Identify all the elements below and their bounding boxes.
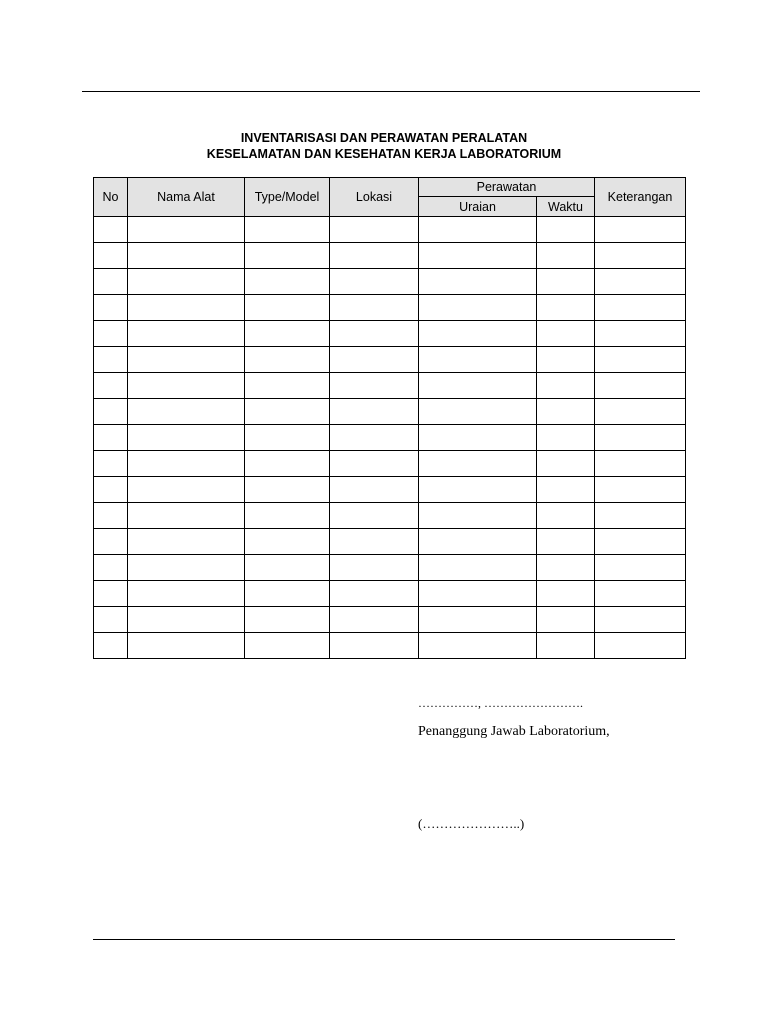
table-cell xyxy=(419,217,537,243)
signature-name: (…………………..) xyxy=(418,816,525,831)
table-cell xyxy=(419,243,537,269)
table-cell xyxy=(94,347,128,373)
table-cell xyxy=(245,295,330,321)
table-cell xyxy=(330,425,419,451)
table-cell xyxy=(419,529,537,555)
table-cell xyxy=(595,633,686,659)
table-row xyxy=(94,581,686,607)
table-cell xyxy=(94,295,128,321)
table-cell xyxy=(537,633,595,659)
table-cell xyxy=(537,581,595,607)
table-row xyxy=(94,451,686,477)
table-cell xyxy=(537,503,595,529)
table-cell xyxy=(245,425,330,451)
table-cell xyxy=(330,321,419,347)
table-cell xyxy=(537,425,595,451)
table-cell xyxy=(245,373,330,399)
table-cell xyxy=(330,217,419,243)
table-cell xyxy=(595,477,686,503)
table-cell xyxy=(330,295,419,321)
table-cell xyxy=(94,633,128,659)
table-row xyxy=(94,295,686,321)
header-rule xyxy=(82,91,700,92)
header-nama-alat: Nama Alat xyxy=(128,178,245,217)
table-cell xyxy=(537,217,595,243)
header-no: No xyxy=(94,178,128,217)
table-cell xyxy=(245,347,330,373)
table-cell xyxy=(245,607,330,633)
table-cell xyxy=(595,425,686,451)
table-row xyxy=(94,633,686,659)
header-waktu: Waktu xyxy=(537,197,595,217)
table-cell xyxy=(245,555,330,581)
table-cell xyxy=(245,269,330,295)
table-row xyxy=(94,373,686,399)
table-body xyxy=(94,217,686,659)
table-cell xyxy=(595,581,686,607)
table-cell xyxy=(128,399,245,425)
table-cell xyxy=(537,477,595,503)
table-cell xyxy=(330,347,419,373)
table-cell xyxy=(245,581,330,607)
table-cell xyxy=(419,607,537,633)
table-cell xyxy=(330,399,419,425)
table-cell xyxy=(128,607,245,633)
table-cell xyxy=(595,373,686,399)
footer-rule xyxy=(93,939,675,940)
table-cell xyxy=(128,321,245,347)
table-cell xyxy=(245,477,330,503)
table-cell xyxy=(419,295,537,321)
table-cell xyxy=(537,321,595,347)
table-cell xyxy=(419,503,537,529)
table-cell xyxy=(128,347,245,373)
table-cell xyxy=(94,451,128,477)
table-row xyxy=(94,503,686,529)
table-cell xyxy=(245,633,330,659)
table-cell xyxy=(94,555,128,581)
table-cell xyxy=(94,243,128,269)
table-cell xyxy=(128,451,245,477)
table-cell xyxy=(94,607,128,633)
table-cell xyxy=(330,477,419,503)
table-cell xyxy=(595,243,686,269)
table-cell xyxy=(245,451,330,477)
table-row xyxy=(94,529,686,555)
table-cell xyxy=(419,373,537,399)
table-cell xyxy=(537,529,595,555)
table-cell xyxy=(537,399,595,425)
table-cell xyxy=(94,217,128,243)
table-cell xyxy=(595,269,686,295)
table-cell xyxy=(94,503,128,529)
table-cell xyxy=(330,607,419,633)
table-cell xyxy=(94,373,128,399)
table-cell xyxy=(128,581,245,607)
table-cell xyxy=(128,269,245,295)
table-row xyxy=(94,243,686,269)
table-cell xyxy=(537,451,595,477)
table-cell xyxy=(595,399,686,425)
table-cell xyxy=(419,477,537,503)
table-row xyxy=(94,321,686,347)
table-row xyxy=(94,555,686,581)
table-cell xyxy=(537,373,595,399)
table-cell xyxy=(595,503,686,529)
table-cell xyxy=(595,607,686,633)
table-cell xyxy=(595,451,686,477)
table-row xyxy=(94,269,686,295)
table-cell xyxy=(419,269,537,295)
table-cell xyxy=(128,373,245,399)
table-cell xyxy=(595,321,686,347)
header-uraian: Uraian xyxy=(419,197,537,217)
table-row xyxy=(94,399,686,425)
table-cell xyxy=(419,347,537,373)
table-cell xyxy=(595,295,686,321)
table-cell xyxy=(128,477,245,503)
table-cell xyxy=(94,269,128,295)
table-cell xyxy=(128,243,245,269)
table-cell xyxy=(419,321,537,347)
table-cell xyxy=(419,451,537,477)
inventory-table xyxy=(93,177,686,659)
table-cell xyxy=(419,425,537,451)
table-cell xyxy=(330,243,419,269)
table-row xyxy=(94,347,686,373)
table-cell xyxy=(128,503,245,529)
header-lokasi: Lokasi xyxy=(330,178,419,217)
table-cell xyxy=(537,607,595,633)
table-cell xyxy=(245,399,330,425)
table-cell xyxy=(595,529,686,555)
header-keterangan: Keterangan xyxy=(595,178,686,217)
table-cell xyxy=(245,217,330,243)
table-cell xyxy=(94,477,128,503)
document-title xyxy=(0,130,768,162)
title-line-2: KESELAMATAN DAN KESEHATAN KERJA LABORATORIUM xyxy=(206,147,562,161)
table-cell xyxy=(419,633,537,659)
table-cell xyxy=(330,373,419,399)
signature-role: Penanggung Jawab Laboratorium, xyxy=(418,724,610,739)
table-cell xyxy=(419,555,537,581)
table-cell xyxy=(595,217,686,243)
table-row xyxy=(94,477,686,503)
table-cell xyxy=(94,425,128,451)
table-cell xyxy=(94,581,128,607)
table-cell xyxy=(419,399,537,425)
table-cell xyxy=(537,295,595,321)
table-cell xyxy=(595,347,686,373)
table-cell xyxy=(419,581,537,607)
table-cell xyxy=(537,243,595,269)
table-cell xyxy=(94,321,128,347)
title-line-1: INVENTARISASI DAN PERAWATAN PERALATAN xyxy=(240,131,528,145)
table-cell xyxy=(330,451,419,477)
table-row xyxy=(94,217,686,243)
table-cell xyxy=(245,529,330,555)
table-cell xyxy=(330,269,419,295)
table-cell xyxy=(128,425,245,451)
header-perawatan: Perawatan xyxy=(419,178,595,197)
table-cell xyxy=(330,503,419,529)
table-row xyxy=(94,425,686,451)
header-type-model: Type/Model xyxy=(245,178,330,217)
table-cell xyxy=(128,295,245,321)
table-cell xyxy=(537,347,595,373)
table-cell xyxy=(595,555,686,581)
table-cell xyxy=(128,529,245,555)
table-cell xyxy=(330,529,419,555)
table-cell xyxy=(245,503,330,529)
table-cell xyxy=(330,581,419,607)
table-cell xyxy=(537,555,595,581)
table-cell xyxy=(94,529,128,555)
table-cell xyxy=(330,555,419,581)
table-cell xyxy=(128,555,245,581)
table-row xyxy=(94,607,686,633)
table-cell xyxy=(94,399,128,425)
signature-place-date: ……………, ……………………. xyxy=(418,696,583,710)
table-cell xyxy=(245,321,330,347)
table-cell xyxy=(330,633,419,659)
table-cell xyxy=(128,633,245,659)
table-cell xyxy=(537,269,595,295)
table-cell xyxy=(128,217,245,243)
table-cell xyxy=(245,243,330,269)
